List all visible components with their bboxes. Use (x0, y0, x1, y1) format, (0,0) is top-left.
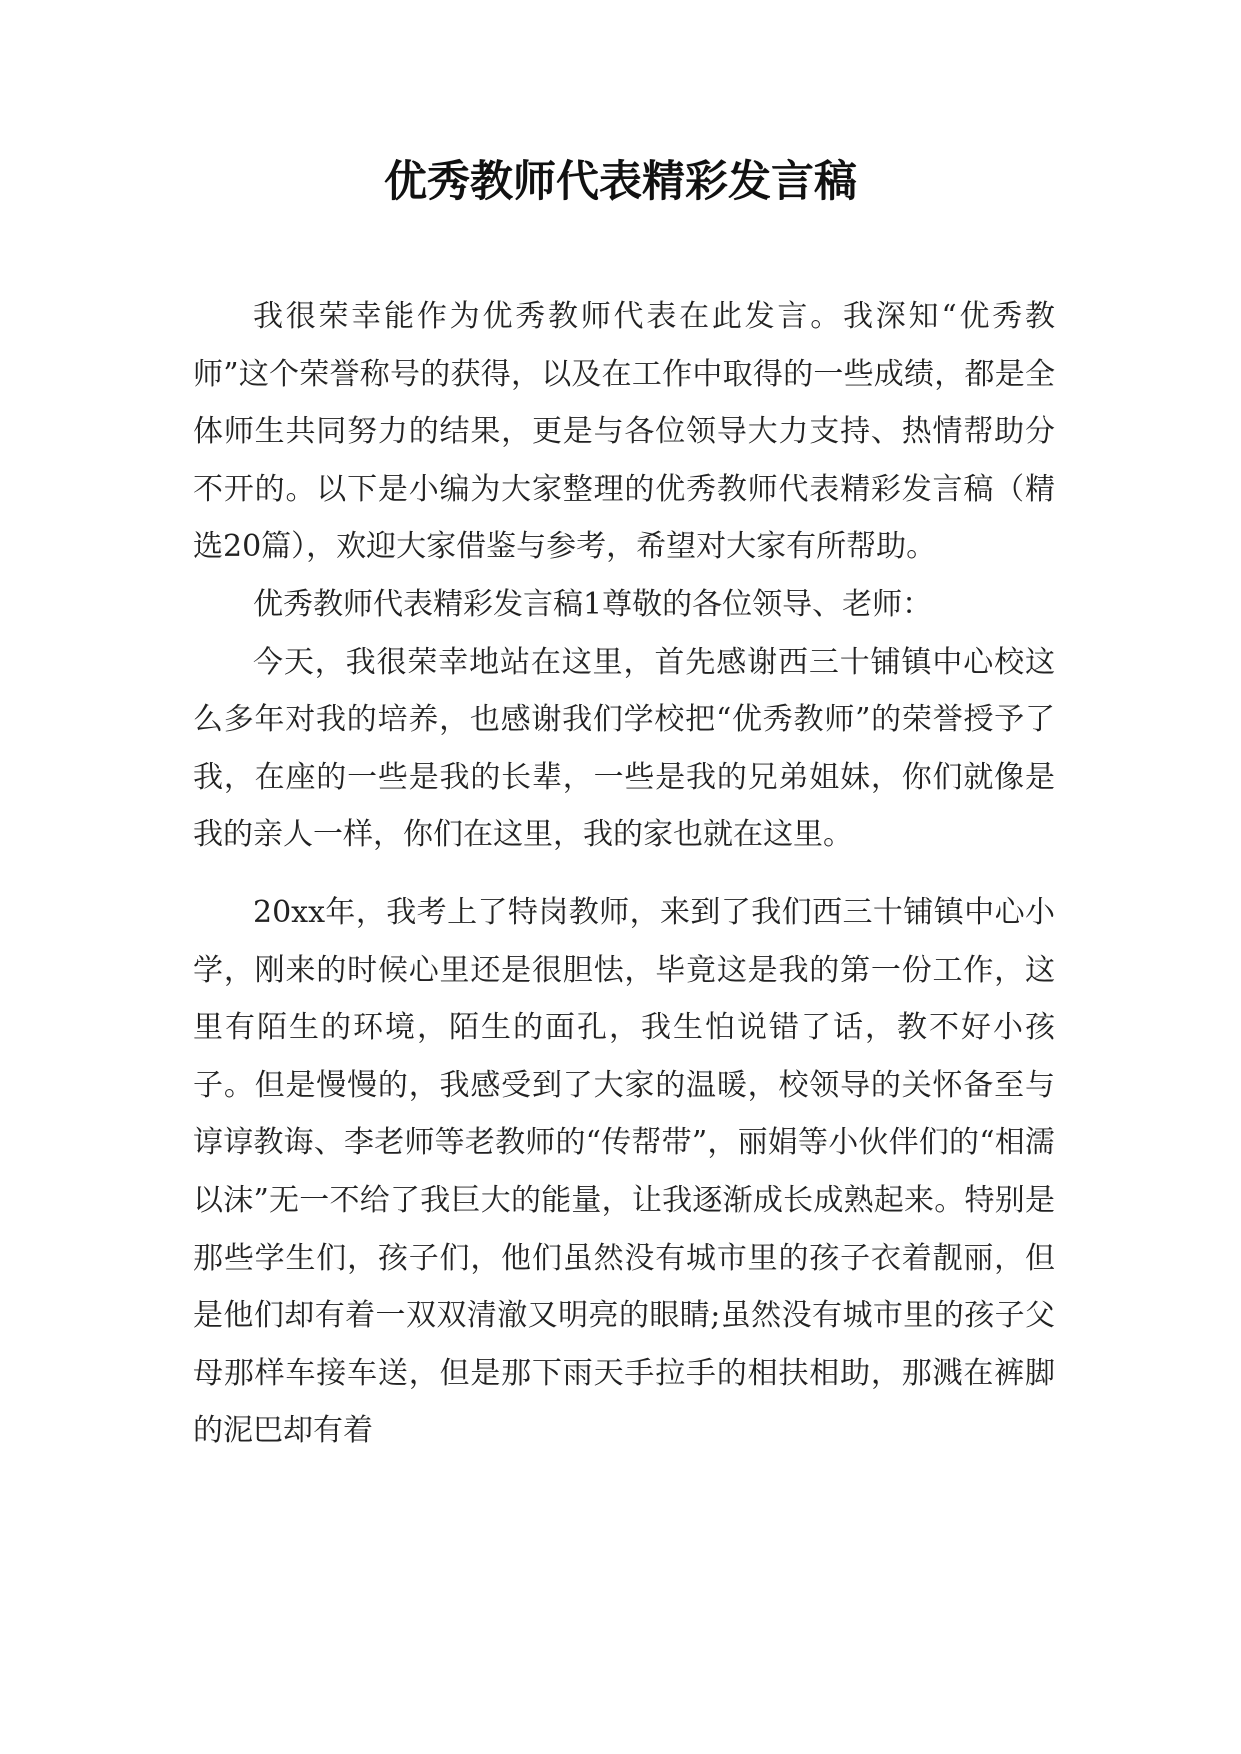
document-body (193, 288, 1055, 1460)
document-title: 优秀教师代表精彩发言稿 (384, 157, 857, 207)
paragraph-salutation: 优秀教师代表精彩发言稿1尊敬的各位领导、老师： (253, 586, 933, 622)
paragraph-intro: 我很荣幸能作为优秀教师代表在此发言。我深知“优秀教师”这个荣誉称号的获得，以及在工作中取得的一些成绩，都是全体师生共同努力的结果，更是与各位领导大力支持、热情帮助分不开的。以下是小编为大家整理的优秀教师代表精彩发言稿（精选20篇），欢迎大家借鉴与参考，希望对大家有所帮助。 (193, 299, 1055, 565)
paragraph-story: 20xx年，我考上了特岗教师，来到了我们西三十铺镇中心小学，刚来的时候心里还是很胆怯，毕竟这是我的第一份工作，这里有陌生的环境，陌生的面孔，我生怕说错了话，教不好小孩子。但是慢慢的，我感受到了大家的温暖，校领导的关怀备至与谆谆教诲、李老师等老教师的“传帮带”，丽娟等小伙伴们的“相濡以沫”无一不给了我巨大的能量，让我逐渐成长成熟起来。特别是那些学生们，孩子们，他们虽然没有城市里的孩子衣着靓丽，但是他们却有着一双双清澈又明亮的眼睛;虽然没有城市里的孩子父母那样车接车送，但是那下雨天手拉手的相扶相助，那溅在裤脚的泥巴却有着 (193, 894, 1055, 1449)
paragraph-thanks: 今天，我很荣幸地站在这里，首先感谢西三十铺镇中心校这么多年对我的培养，也感谢我们学校把“优秀教师”的荣誉授予了我，在座的一些是我的长辈，一些是我的兄弟姐妹，你们就像是我的亲人一样，你们在这里，我的家也就在这里。 (193, 644, 1055, 853)
